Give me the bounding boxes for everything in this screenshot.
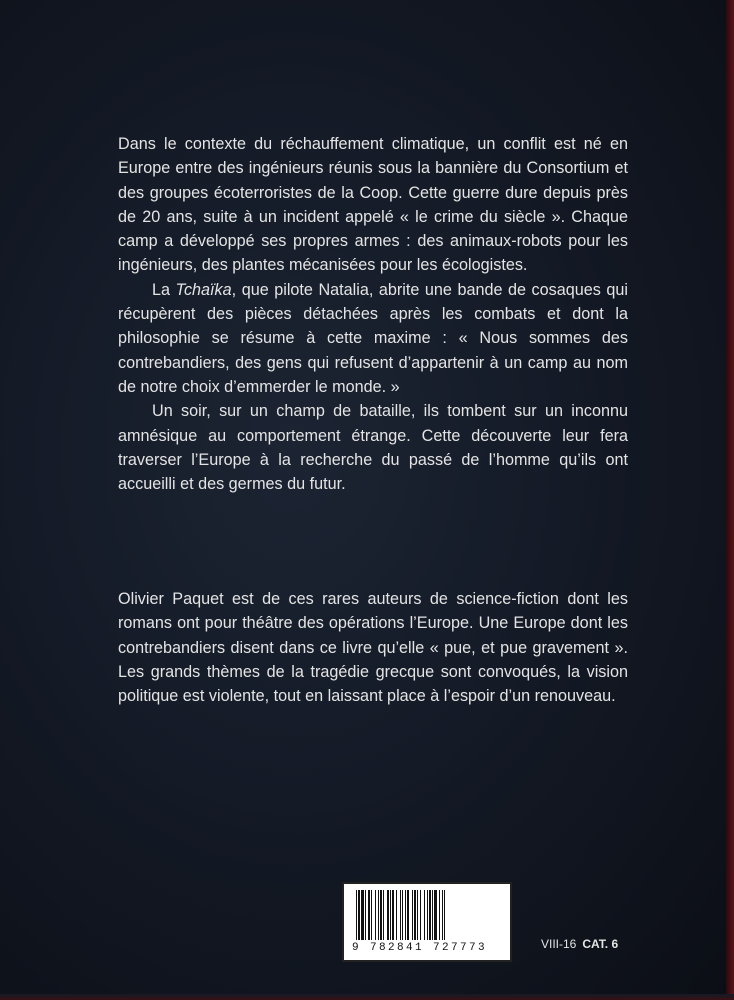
p2-prefix: La bbox=[152, 280, 176, 299]
synopsis-paragraph-2 bbox=[118, 278, 628, 399]
barcode-bar bbox=[390, 890, 391, 940]
barcode bbox=[342, 882, 512, 962]
synopsis-paragraph-1: Dans le contexte du réchauffement climatique, un conflit est né en Europe entre des ingénieurs réunis sous la bannière du Consortium et des groupes écoterroristes de la Coop. Cette guerre dure depuis près de 20 ans, suite à un incident appelé « le crime du siècle ». Chaque camp a développé ses propres armes : des animaux-robots pour les ingénieurs, des plantes mécanisées pour les écologistes. bbox=[118, 135, 628, 275]
barcode-bar bbox=[439, 890, 440, 940]
barcode-bar bbox=[356, 890, 357, 940]
p2-rest: , que pilote Natalia, abrite une bande de cosaques qui récupèrent des pièces détachées après les combats et dont la philosophie se résume à cette maxime : « Nous sommes des contrebandiers, des gens qui refusent d’appartenir à un camp au nom de notre choix d’emmerder le monde. » bbox=[118, 280, 628, 396]
barcode-bar bbox=[371, 890, 372, 940]
barcode-bar bbox=[383, 890, 384, 940]
catalog-info bbox=[541, 937, 618, 951]
barcode-bar bbox=[407, 890, 409, 940]
barcode-bar bbox=[414, 890, 416, 940]
barcode-bar bbox=[434, 890, 437, 940]
barcode-bar bbox=[417, 890, 418, 940]
barcode-bars bbox=[352, 890, 504, 940]
catalog-category: CAT. 6 bbox=[582, 937, 619, 951]
isbn-number: 9 782841 727773 bbox=[352, 942, 488, 954]
barcode-bar bbox=[405, 890, 406, 940]
barcode-bar bbox=[432, 890, 433, 940]
barcode-bar bbox=[420, 890, 421, 940]
author-paragraph: Olivier Paquet est de ces rares auteurs de science-fiction dont les romans ont pour théâtre des opérations l’Europe. Une Europe dont les contrebandiers disent dans ce livre qu’elle « pue, et pue gravement ». Les grands thèmes de la tragédie grecque sont convoqués, la vision politique est violente, tout en laissant place à l’espoir d’un renouveau. bbox=[118, 590, 628, 706]
barcode-bar bbox=[427, 890, 428, 940]
barcode-bar bbox=[402, 890, 403, 940]
barcode-bar bbox=[361, 890, 364, 940]
barcode-bar bbox=[412, 890, 413, 940]
barcode-bar bbox=[442, 890, 443, 940]
barcode-bar bbox=[365, 890, 366, 940]
barcode-bar bbox=[400, 890, 401, 940]
barcode-bar bbox=[368, 890, 370, 940]
catalog-code: VIII-16 bbox=[541, 937, 577, 951]
ship-name: Tchaïka bbox=[175, 280, 232, 299]
barcode-bar bbox=[375, 890, 376, 940]
synopsis-text bbox=[118, 132, 628, 496]
barcode-bar bbox=[358, 890, 360, 940]
barcode-bar bbox=[444, 890, 445, 940]
barcode-bar bbox=[396, 890, 397, 940]
barcode-bar bbox=[378, 890, 379, 940]
barcode-bar bbox=[380, 890, 382, 940]
barcode-bar bbox=[429, 890, 431, 940]
cover-edge-bottom bbox=[0, 994, 734, 1000]
author-blurb bbox=[118, 587, 628, 708]
barcode-bar bbox=[392, 890, 394, 940]
barcode-bar bbox=[387, 890, 389, 940]
barcode-bar bbox=[424, 890, 425, 940]
cover-edge-right bbox=[726, 0, 734, 1000]
synopsis-paragraph-3: Un soir, sur un champ de bataille, ils tombent sur un inconnu amnésique au comportement étrange. Cette découverte leur fera traverser l’Europe à la recherche du passé de l’homme qu’ils ont accueilli et des germes du futur. bbox=[118, 402, 628, 494]
